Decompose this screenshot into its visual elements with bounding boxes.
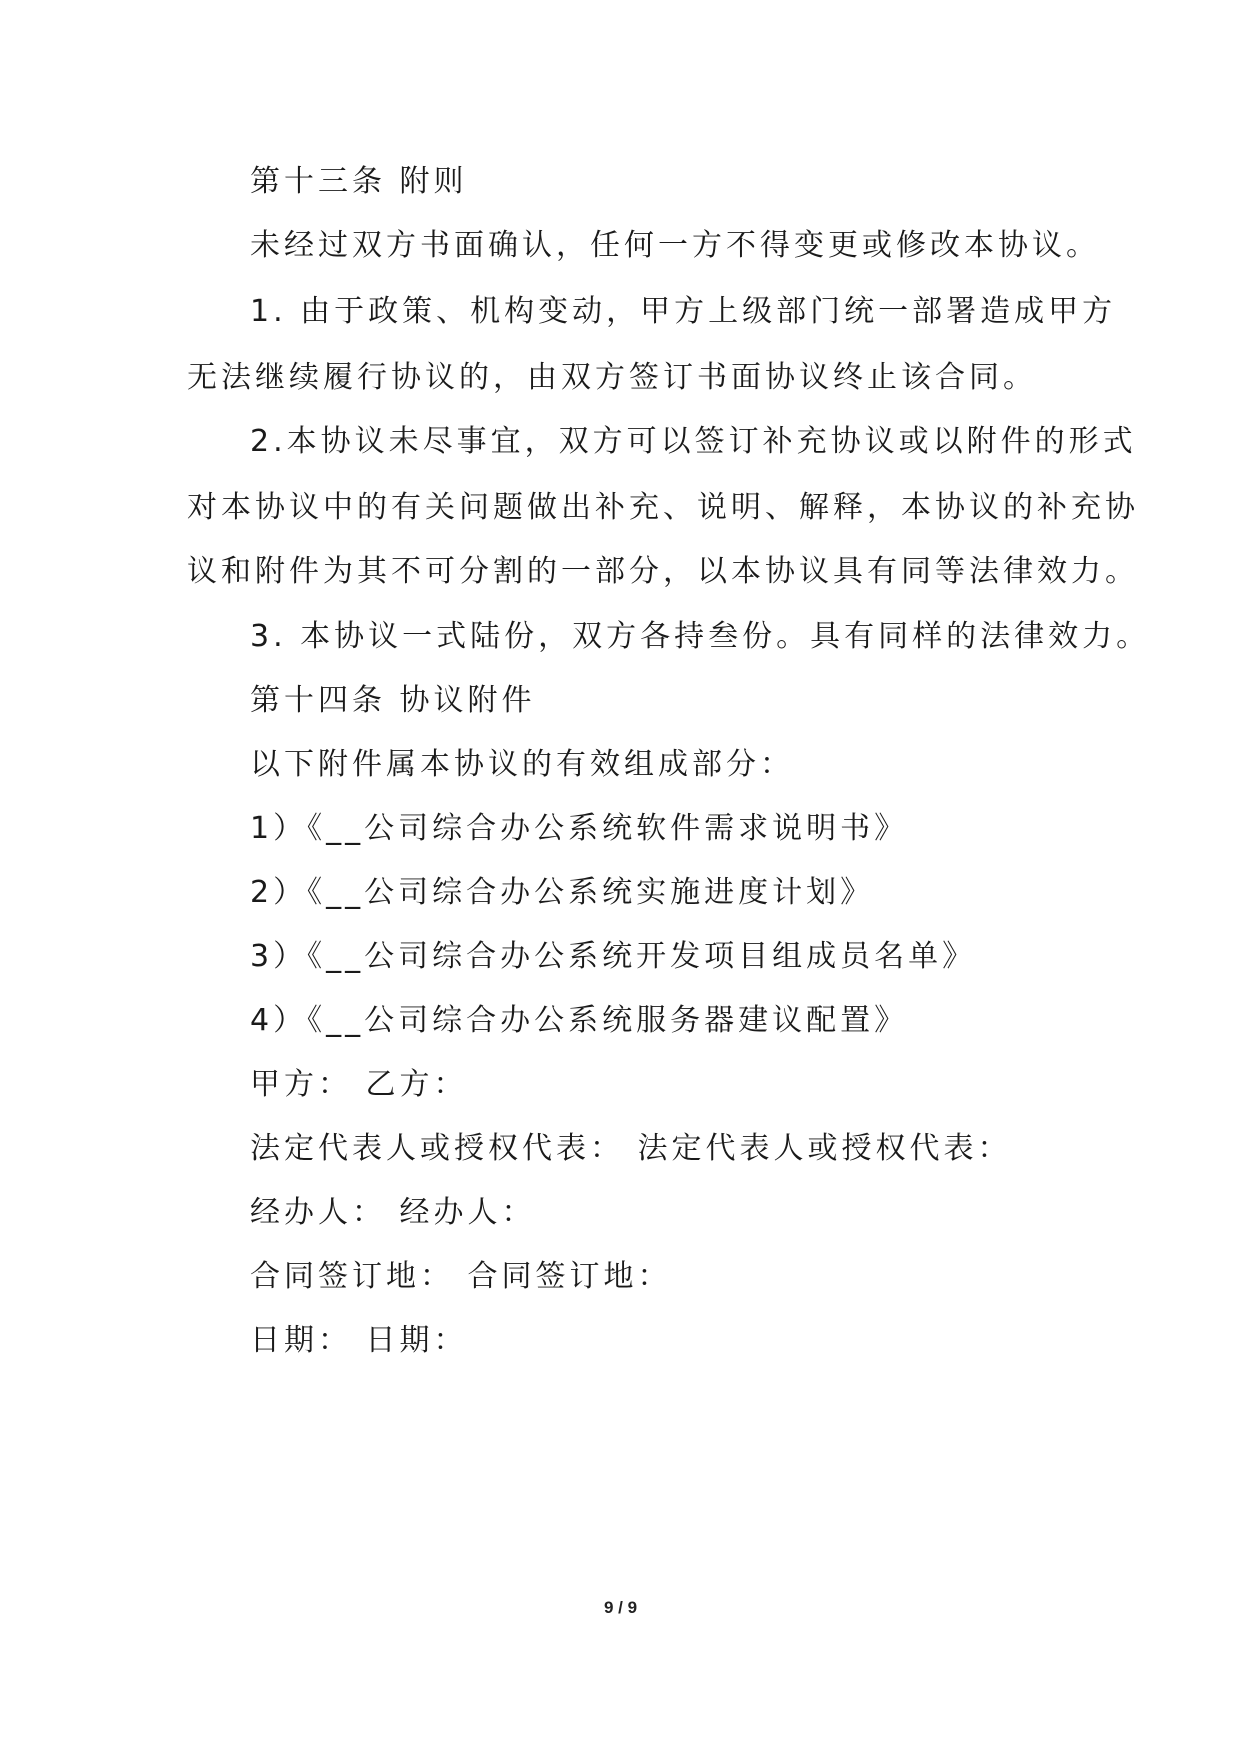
signature-field: 日期： 日期：	[250, 1323, 468, 1358]
signature-field: 经办人： 经办人：	[250, 1195, 536, 1230]
paragraph-line: 以下附件属本协议的有效组成部分：	[250, 747, 794, 782]
attachment-item: 2）《__公司综合办公系统实施进度计划》	[250, 875, 875, 910]
signature-field: 合同签订地： 合同签订地：	[250, 1259, 672, 1294]
section-13-heading: 第十三条 附则	[250, 164, 468, 199]
signature-field: 法定代表人或授权代表： 法定代表人或授权代表：	[250, 1131, 1012, 1166]
section-14-heading: 第十四条 协议附件	[250, 683, 536, 718]
attachment-item: 4）《__公司综合办公系统服务器建议配置》	[250, 1003, 909, 1038]
signature-field: 甲方： 乙方：	[250, 1067, 468, 1102]
attachment-item: 3）《__公司综合办公系统开发项目组成员名单》	[250, 939, 977, 974]
paragraph-line: 议和附件为其不可分割的一部分，以本协议具有同等法律效力。	[187, 554, 1139, 589]
paragraph-line: 未经过双方书面确认，任何一方不得变更或修改本协议。	[250, 228, 1100, 263]
paragraph-line: 无法继续履行协议的，由双方签订书面协议终止该合同。	[187, 360, 1037, 395]
paragraph-line: 2.本协议未尽事宜，双方可以签订补充协议或以附件的形式	[250, 424, 1137, 459]
paragraph-line: 对本协议中的有关问题做出补充、说明、解释，本协议的补充协	[187, 490, 1139, 525]
paragraph-line: 1. 由于政策、机构变动，甲方上级部门统一部署造成甲方	[250, 294, 1117, 329]
paragraph-line: 3. 本协议一式陆份，双方各持叁份。具有同样的法律效力。	[250, 619, 1151, 654]
page-number: 9 / 9	[603, 1598, 638, 1617]
attachment-item: 1）《__公司综合办公系统软件需求说明书》	[250, 811, 909, 846]
